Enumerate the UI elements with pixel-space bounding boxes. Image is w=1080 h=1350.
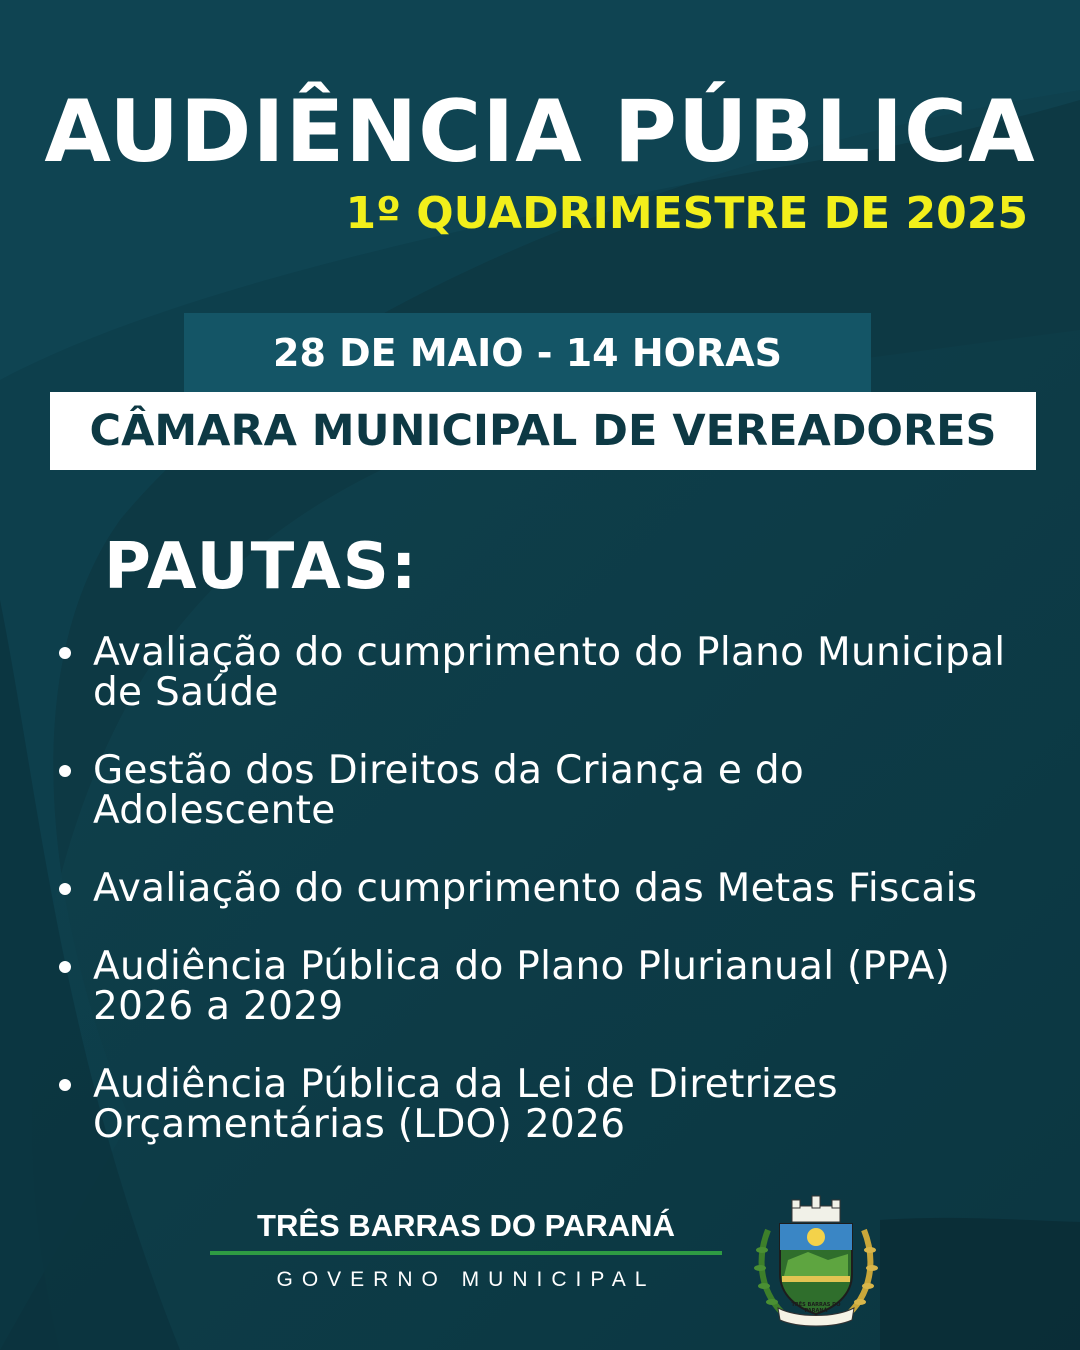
agenda-item xyxy=(93,944,1053,1029)
agenda-item-line: 2026 a 2029 xyxy=(93,984,344,1029)
bullet-icon xyxy=(59,765,71,777)
agenda-list xyxy=(93,630,1053,1183)
bullet-icon xyxy=(59,961,71,973)
municipality-name: TRÊS BARRAS DO PARANÁ xyxy=(257,1208,675,1243)
subtitle-period: 1º QUADRIMESTRE DE 2025 xyxy=(345,188,1028,239)
agenda-item xyxy=(93,748,1053,833)
date-time-banner xyxy=(184,313,871,392)
page-title: AUDIÊNCIA PÚBLICA xyxy=(44,82,1036,182)
agenda-item-line: Audiência Pública da Lei de Diretrizes xyxy=(93,1062,838,1107)
date-time-text: 28 DE MAIO - 14 HORAS xyxy=(273,330,782,375)
footer-divider xyxy=(210,1251,722,1255)
agenda-item-line: Audiência Pública do Plano Plurianual (PPA) xyxy=(93,944,951,989)
crest-banner-text: TRÊS BARRAS DO PARANÁ xyxy=(791,1302,841,1314)
agenda-item-line: Avaliação do cumprimento das Metas Fiscais xyxy=(93,866,978,911)
bullet-icon xyxy=(59,647,71,659)
bullet-icon xyxy=(59,883,71,895)
agenda-item-line: Orçamentárias (LDO) 2026 xyxy=(93,1102,626,1147)
agenda-item xyxy=(93,630,1053,715)
agenda-item-line: Gestão dos Direitos da Criança e do xyxy=(93,748,805,793)
agenda-title: PAUTAS: xyxy=(104,530,419,604)
government-label: GOVERNO MUNICIPAL xyxy=(276,1268,656,1291)
agenda-item-line: de Saúde xyxy=(93,670,279,715)
agenda-item-line: Avaliação do cumprimento do Plano Municipal xyxy=(93,630,1006,675)
bullet-icon xyxy=(59,1079,71,1091)
agenda-item xyxy=(93,866,1053,911)
venue-banner xyxy=(50,392,1036,470)
agenda-item xyxy=(93,1062,1053,1147)
agenda-item-line: Adolescente xyxy=(93,788,336,833)
venue-text: CÂMARA MUNICIPAL DE VEREADORES xyxy=(89,406,997,456)
